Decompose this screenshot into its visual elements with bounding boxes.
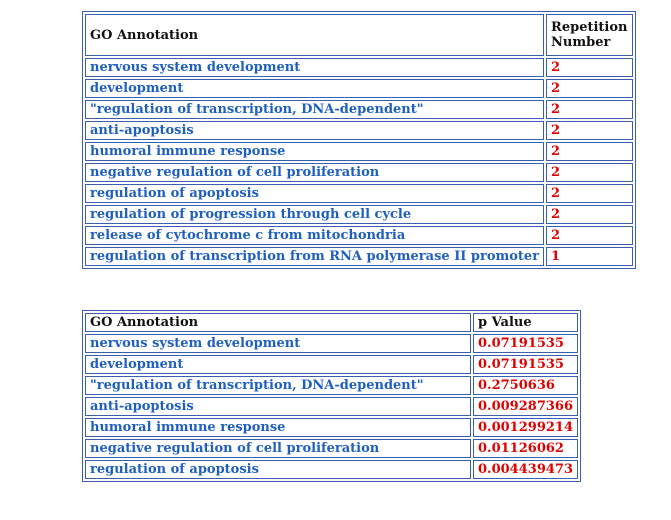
repetition-number-header bbox=[546, 14, 632, 56]
p-value-table bbox=[82, 310, 581, 482]
repetition-number-header-line1: Repetition bbox=[551, 20, 628, 35]
go-annotation-cell: anti-apoptosis bbox=[85, 121, 544, 140]
repetition-number-cell: 2 bbox=[546, 121, 632, 140]
repetition-number-cell: 2 bbox=[546, 205, 632, 224]
go-annotation-cell: development bbox=[85, 79, 544, 98]
repetition-number-cell: 2 bbox=[546, 142, 632, 161]
go-annotation-cell: negative regulation of cell proliferation bbox=[85, 439, 471, 458]
table-row bbox=[85, 205, 633, 224]
table-row bbox=[85, 460, 578, 479]
p-value-cell: 0.2750636 bbox=[473, 376, 578, 395]
repetition-number-cell: 2 bbox=[546, 58, 632, 77]
go-annotation-cell: "regulation of transcription, DNA-dependent" bbox=[85, 376, 471, 395]
repetition-number-table bbox=[82, 11, 636, 269]
repetition-number-cell: 2 bbox=[546, 184, 632, 203]
repetition-number-cell: 2 bbox=[546, 79, 632, 98]
table-row bbox=[85, 376, 578, 395]
go-annotation-cell: regulation of apoptosis bbox=[85, 184, 544, 203]
p-value-cell: 0.009287366 bbox=[473, 397, 578, 416]
repetition-number-header-line2: Number bbox=[551, 35, 611, 50]
go-annotation-cell: nervous system development bbox=[85, 58, 544, 77]
repetition-number-cell: 2 bbox=[546, 226, 632, 245]
table-row bbox=[85, 355, 578, 374]
p-value-cell: 0.004439473 bbox=[473, 460, 578, 479]
table-row bbox=[85, 247, 633, 266]
table-row bbox=[85, 397, 578, 416]
go-annotation-cell: release of cytochrome c from mitochondria bbox=[85, 226, 544, 245]
table-header-row bbox=[85, 14, 633, 56]
table-row bbox=[85, 184, 633, 203]
go-annotation-cell: humoral immune response bbox=[85, 142, 544, 161]
go-annotation-cell: negative regulation of cell proliferation bbox=[85, 163, 544, 182]
p-value-cell: 0.07191535 bbox=[473, 334, 578, 353]
go-annotation-cell: regulation of transcription from RNA polymerase II promoter bbox=[85, 247, 544, 266]
go-annotation-cell: "regulation of transcription, DNA-dependent" bbox=[85, 100, 544, 119]
table-row bbox=[85, 226, 633, 245]
go-annotation-cell: regulation of progression through cell cycle bbox=[85, 205, 544, 224]
table-row bbox=[85, 100, 633, 119]
go-annotation-cell: development bbox=[85, 355, 471, 374]
go-annotation-cell: humoral immune response bbox=[85, 418, 471, 437]
table-row bbox=[85, 418, 578, 437]
go-annotation-cell: regulation of apoptosis bbox=[85, 460, 471, 479]
go-annotation-header: GO Annotation bbox=[85, 14, 544, 56]
table-row bbox=[85, 163, 633, 182]
table-row bbox=[85, 121, 633, 140]
table-header-row bbox=[85, 313, 578, 332]
table-row bbox=[85, 334, 578, 353]
table-row bbox=[85, 142, 633, 161]
p-value-cell: 0.001299214 bbox=[473, 418, 578, 437]
go-annotation-header: GO Annotation bbox=[85, 313, 471, 332]
p-value-cell: 0.01126062 bbox=[473, 439, 578, 458]
go-annotation-cell: nervous system development bbox=[85, 334, 471, 353]
repetition-number-cell: 2 bbox=[546, 163, 632, 182]
p-value-cell: 0.07191535 bbox=[473, 355, 578, 374]
repetition-number-cell: 1 bbox=[546, 247, 632, 266]
table-row bbox=[85, 79, 633, 98]
table-row bbox=[85, 58, 633, 77]
p-value-header: p Value bbox=[473, 313, 578, 332]
table-row bbox=[85, 439, 578, 458]
go-annotation-cell: anti-apoptosis bbox=[85, 397, 471, 416]
repetition-number-cell: 2 bbox=[546, 100, 632, 119]
